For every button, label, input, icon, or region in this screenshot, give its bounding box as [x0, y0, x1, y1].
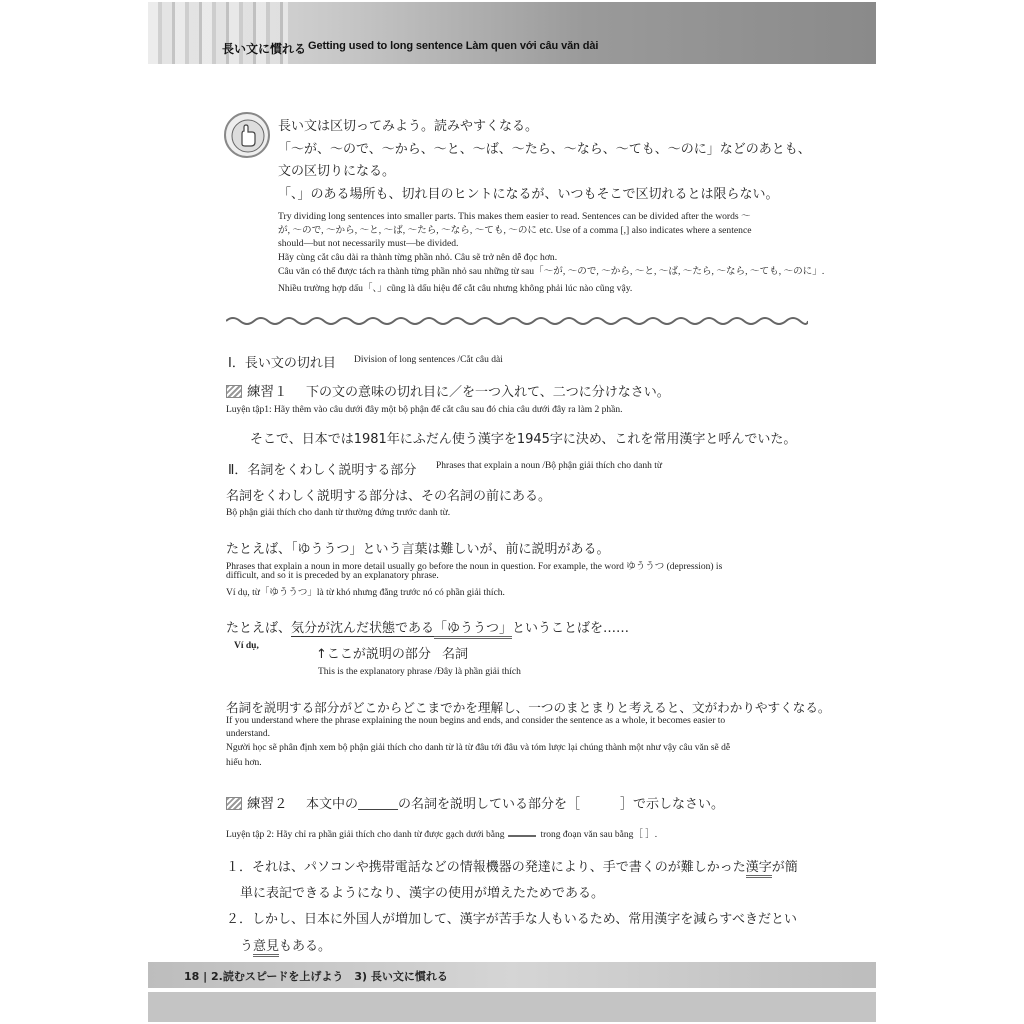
- section2-line3-en-a: If you understand where the phrase explaining the noun begins and ends, and consider the sentence as a whole, it becomes easier to: [226, 716, 726, 726]
- example-noun-label: 名詞: [442, 647, 469, 662]
- section2-heading-en: Phrases that explain a noun /Bộ phận giải thích cho danh từ: [436, 461, 662, 471]
- section2-line3: 名詞を説明する部分がどこからどこまでかを理解し、一つのまとまりと考えると、文がわかりやすくなる。: [226, 700, 831, 715]
- hint-jp-line-2: 「～が、～ので、～から、～と、～ば、～たら、～なら、～ても、～のに」などのあとも、: [278, 142, 811, 157]
- exercise2-instruction: 本文中の の名詞を説明している部分を［ ］で示しなさい。: [306, 797, 725, 812]
- exercise2-item1-line2: 単に表記できるようになり、漢字の使用が増えたためである。: [240, 886, 605, 901]
- example-sentence: たとえば、気分が沈んだ状態である「ゆううつ」ということばを……: [226, 617, 629, 636]
- exercise-badge-icon: [226, 385, 242, 398]
- hint-jp-line-3: 文の区切りになる。: [278, 164, 396, 179]
- exercise1-instruction-vi: Luyện tập1: Hãy thêm vào câu dưới đây một bộ phận để cắt câu sau đó chia câu dưới đây ra làm 2 phần.: [226, 405, 623, 415]
- section2-line1: 名詞をくわしく説明する部分は、その名詞の前にある。: [226, 489, 552, 504]
- exercise1-label: 練習１: [226, 380, 288, 400]
- hint-vi-line-1: Hãy cùng cắt câu dài ra thành từng phần nhỏ. Câu sẽ trở nên dễ đọc hơn.: [278, 252, 558, 263]
- section1-heading: Ⅰ．長い文の切れ目: [228, 356, 336, 371]
- header-title-jp: 長い文に慣れる: [222, 42, 307, 56]
- example-arrow-label: ↑ここが説明の部分: [316, 647, 431, 662]
- section2-heading: Ⅱ．名詞をくわしく説明する部分: [228, 463, 417, 478]
- hint-en-line-3: should—but not necessarily must—be divided.: [278, 238, 459, 249]
- section2-line3-vi-a: Người học sẽ phân định xem bộ phận giải thích cho danh từ là từ đâu tới đâu và tóm lược lại chúng thành một như vậy câu văn sẽ dễ: [226, 743, 731, 753]
- exercise2-item1-line1: １．それは、パソコンや携帯電話などの情報機器の発達により、手で書くのが難しかった漢字が簡: [226, 856, 798, 875]
- hint-jp-line-1: 長い文は区切ってみよう。読みやすくなる。: [278, 119, 539, 134]
- item1-target-noun: 漢字: [746, 860, 772, 878]
- section2-line1-vi: Bộ phận giải thích cho danh từ thường đứng trước danh từ.: [226, 508, 451, 518]
- section2-line2-vi: Ví dụ, từ「ゆううつ」là từ khó nhưng đằng trước nó có phần giải thích.: [226, 588, 505, 598]
- exercise2-item2-line2: う意見もある。: [240, 935, 331, 954]
- hint-vi-line-2: Câu văn có thể được tách ra thành từng phần nhỏ sau những từ sau「～が, ～ので, ～から, ～と, ～ば, ～たら, ～なら, ～ても, ～のに」.: [278, 266, 825, 277]
- hint-en-line-1: Try dividing long sentences into smaller parts. This makes them easier to read. Sentences can be divided after the words ～: [278, 211, 751, 222]
- section2-line2-en-b: difficult, and so it is preceded by an explanatory phrase.: [226, 571, 439, 581]
- section2-line2-en-a: Phrases that explain a noun in more detail usually go before the noun in question. For example, the word ゆううつ (depression) is: [226, 562, 723, 572]
- section2-line2: たとえば、「ゆううつ」という言葉は難しいが、前に説明がある。: [226, 542, 610, 557]
- blank-underline-sample: [508, 827, 536, 837]
- exercise1-sentence: そこで、日本では1981年にふだん使う漢字を1945字に決め、これを常用漢字と呼んでいた。: [250, 432, 797, 447]
- pointing-hand-icon: [224, 112, 270, 158]
- page-number: 18: [184, 970, 200, 983]
- section2-line3-en-b: understand.: [226, 729, 271, 739]
- header-banner: [148, 2, 876, 64]
- wavy-divider: [226, 315, 808, 327]
- footer-bar-lower: [148, 992, 876, 1022]
- section1-heading-en: Division of long sentences /Cắt câu dài: [354, 355, 503, 365]
- hint-en-line-2: が, ～ので, ～から, ～と, ～ば, ～たら, ～なら, ～ても, ～のに etc. Use of a comma [,] also indicates where a sentence: [278, 225, 752, 236]
- hint-jp-line-4: 「、」のある場所も、切れ目のヒントになるが、いつもそこで区切れるとは限らない。: [278, 187, 779, 202]
- exercise-badge-icon: [226, 797, 242, 810]
- page: [148, 0, 876, 1024]
- exercise1-instruction: 下の文の意味の切れ目に／を一つ入れて、二つに分けなさい。: [306, 385, 670, 400]
- item2-target-noun: 意見: [253, 939, 279, 957]
- exercise2-item2-line1: ２．しかし、日本に外国人が増加して、漢字が苦手な人もいるため、常用漢字を減らすべきだとい: [226, 912, 797, 927]
- example-explain-en: This is the explanatory phrase /Đây là phần giải thích: [318, 667, 521, 677]
- footer-bar: [148, 962, 876, 988]
- exercise2-label: 練習２: [226, 792, 288, 812]
- header-title-en: Getting used to long sentence Làm quen với câu văn dài: [308, 40, 599, 52]
- example-explanatory-phrase: 気分が沈んだ状態である: [291, 621, 435, 636]
- hint-vi-line-3: Nhiều trường hợp dấu「、」cũng là dấu hiệu để cắt câu nhưng không phải lúc nào cũng vậy.: [278, 283, 633, 294]
- example-noun: 「ゆううつ」: [434, 621, 512, 639]
- footer-text: 18 | 2.読むスピードを上げよう 3) 長い文に慣れる: [184, 970, 448, 983]
- blank-underline: [358, 797, 398, 810]
- exercise2-instruction-vi: Luyện tập 2: Hãy chỉ ra phần giải thích cho danh từ được gạch dưới bằng trong đoạn văn sau bằng［ ］.: [226, 826, 657, 840]
- section2-line3-vi-b: hiểu hơn.: [226, 758, 262, 768]
- example-vidu: Ví dụ,: [234, 641, 259, 651]
